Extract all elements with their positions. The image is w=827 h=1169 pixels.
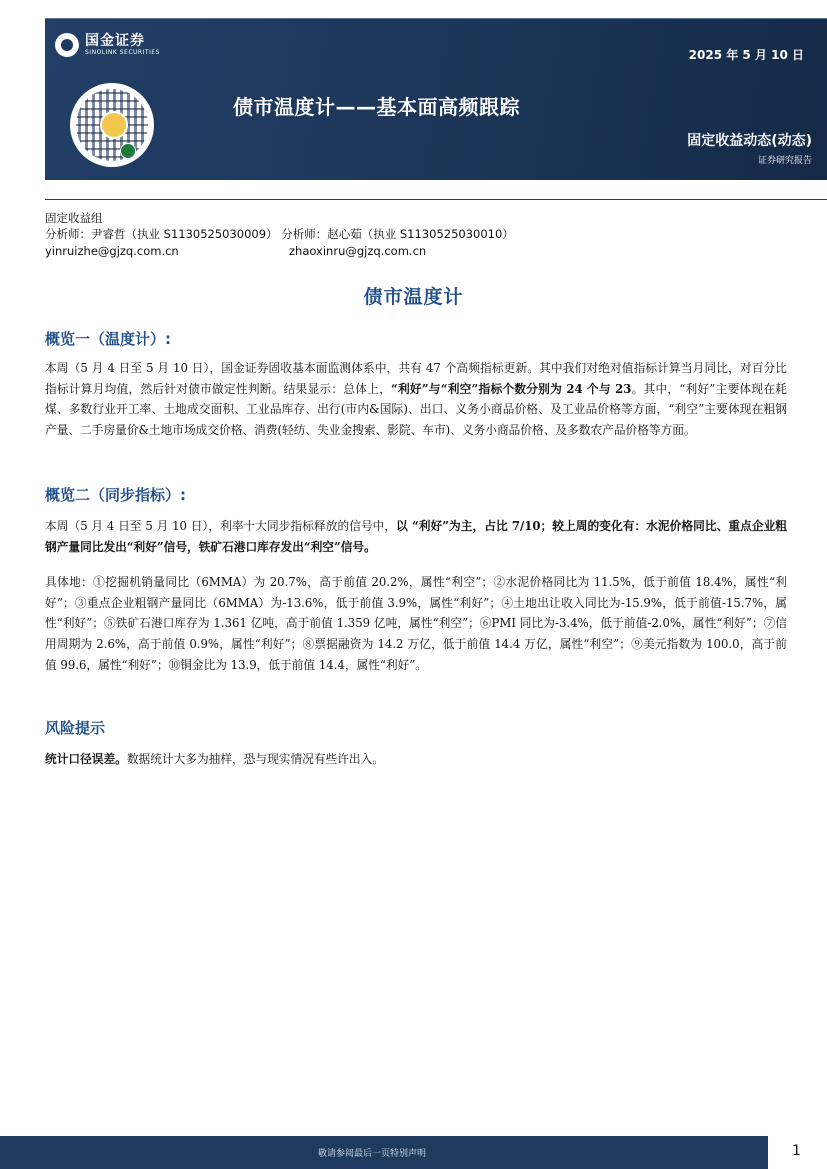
risk-paragraph xyxy=(45,749,787,770)
wechat-badge-icon xyxy=(120,143,136,159)
section1-heading: 概览一（温度计）: xyxy=(45,330,171,348)
report-header xyxy=(45,18,827,180)
page-number: 1 xyxy=(792,1143,801,1159)
section1-text-b: 。其中，“利好”主要体现在耗煤、多数行业开工率、土地成交面积、工业品库存、出行(市内&国际)、出口、义务小商品价格、及工业品价格等方面，“利空”主要体现在粗钢产量、二手房量价&土地市场成交价格、消费(轻纺、失业金搜索、影院、车市)、义务小商品价格、及多数农产品价格等方面。 xyxy=(45,381,787,438)
header-divider xyxy=(45,199,827,200)
analyst-email-2[interactable]: zhaoxinru@gjzq.com.cn xyxy=(289,244,427,258)
team-name: 固定收益组 xyxy=(45,211,103,225)
risk-heading: 风险提示 xyxy=(45,719,106,737)
section2-paragraph xyxy=(45,516,787,557)
company-logo xyxy=(55,33,160,57)
risk-text-bold: 统计口径误差。 xyxy=(45,752,127,766)
analysts-line: 分析师：尹睿哲（执业 S1130525030009） 分析师：赵心茹（执业 S1130525030010） xyxy=(45,227,514,241)
logo-cn: 国金证券 xyxy=(85,33,145,49)
wechat-qr-code-icon xyxy=(70,83,154,167)
report-date: 2025 年 5 月 10 日 xyxy=(688,48,804,62)
section1-text-bold: “利好”与“利空”指标个数分别为 24 个与 23 xyxy=(391,381,632,396)
section2-detail-paragraph: 具体地：①挖掘机销量同比（6MMA）为 20.7%，高于前值 20.2%，属性“利空”；②水泥价格同比为 11.5%，低于前值 18.4%，属性“利好”；③重点企业粗钢产量同比（6MMA）为-13.6%，低于前值 3.9%，属性“利好”；④土地出让收入同比为-15.9%，低于前值-15.7%，属性“利好”；⑤铁矿石港口库存为 1.361 亿吨，高于前值 1.359 亿吨，属性“利空”；⑥PMI 同比为-3.4%，低于前值-2.0%，属性“利好”；⑦信用周期为 2.6%，高于前值 0.9%，属性“利好”；⑧票据融资为 14.2 万亿，低于前值 14.4 万亿，属性“利空”；⑨美元指数为 100.0，高于前值 99.6，属性“利好”；⑩铜金比为 13.9，低于前值 14.4，属性“利好”。 xyxy=(45,575,787,672)
section2-text-bold: 以 “利好”为主，占比 7/10；较上周的变化有：水泥价格同比、重点企业粗钢产量同比发出“利好”信号，铁矿石港口库存发出“利空”信号。 xyxy=(45,519,787,554)
risk-text: 数据统计大多为抽样，恐与现实情况有些许出入。 xyxy=(126,752,384,766)
section1-paragraph xyxy=(45,358,787,441)
document-title: 债市温度计 xyxy=(363,286,464,308)
logo-mark-icon xyxy=(55,33,79,57)
report-type: 固定收益动态(动态) xyxy=(687,133,812,149)
section2-heading: 概览二（同步指标）: xyxy=(45,486,186,504)
section2-text-a: 本周（5 月 4 日至 5 月 10 日），利率十大同步指标释放的信号中， xyxy=(45,519,397,533)
report-title: 债市温度计——基本面高频跟踪 xyxy=(233,95,520,119)
footer-disclaimer: 敬请参阅最后一页特别声明 xyxy=(318,1149,427,1159)
header-top-rule xyxy=(45,18,827,19)
section1-text-a: 本周（5 月 4 日至 5 月 10 日），国金证券固收基本面监测体系中，共有 47 个高频指标更新。其中我们对绝对值指标计算当月同比，对百分比指标计算月均值，然后针对债市做定性判断。结果显示：总体上， xyxy=(45,361,787,396)
report-kind: 证券研究报告 xyxy=(757,156,812,166)
logo-en: SINOLINK SECURITIES xyxy=(85,49,160,56)
analyst-email-1[interactable]: yinruizhe@gjzq.com.cn xyxy=(45,244,179,258)
